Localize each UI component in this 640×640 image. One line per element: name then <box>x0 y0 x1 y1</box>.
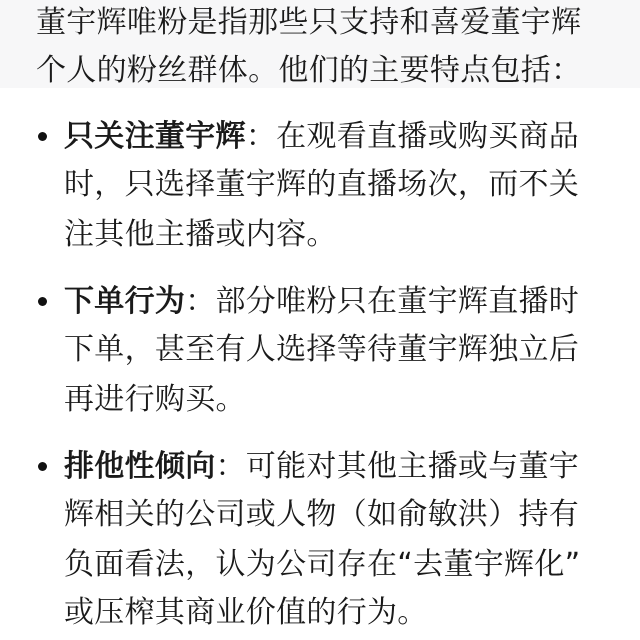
intro-line-1: 董宇辉唯粉是指那些只支持和喜爱董宇辉 <box>36 5 582 40</box>
list-item-2-line-2: 下单，甚至有人选择等待董宇辉独立后 <box>64 332 580 367</box>
list-item-1-line-1 <box>64 110 579 164</box>
list-item-2-line-3: 再进行购买。 <box>64 382 246 417</box>
bullet-dot-icon <box>38 462 47 471</box>
list-item-3-line-2: 辉相关的公司或人物（如俞敏洪）持有 <box>64 497 580 532</box>
list-item-3-line-3: 负面看法，认为公司存在“去董宇辉化” <box>64 547 581 582</box>
list-item-2-text: ：部分唯粉只在董宇辉直播时 <box>185 284 580 319</box>
list-item-3-line-4: 或压榨其商业价值的行为。 <box>64 595 428 630</box>
list-item-3-line-1 <box>64 440 579 494</box>
bullet-dot-icon <box>38 132 47 141</box>
list-item-1-line-2: 时，只选择董宇辉的直播场次，而不关 <box>64 167 580 202</box>
list-item-1-line-3: 注其他主播或内容。 <box>64 217 337 252</box>
list-item-2-term: 下单行为 <box>64 284 186 319</box>
list-item-3-text: ：可能对其他主播或与董宇 <box>215 449 580 484</box>
list-item-3-term: 排他性倾向 <box>64 449 216 484</box>
intro-line-2: 个人的粉丝群体。他们的主要特点包括： <box>36 53 582 88</box>
list-item-1-text: ：在观看直播或购买商品 <box>245 119 580 154</box>
list-item-1-term: 只关注董宇辉 <box>64 119 246 154</box>
bullet-dot-icon <box>38 297 47 306</box>
list-item-2-line-1 <box>64 275 579 329</box>
